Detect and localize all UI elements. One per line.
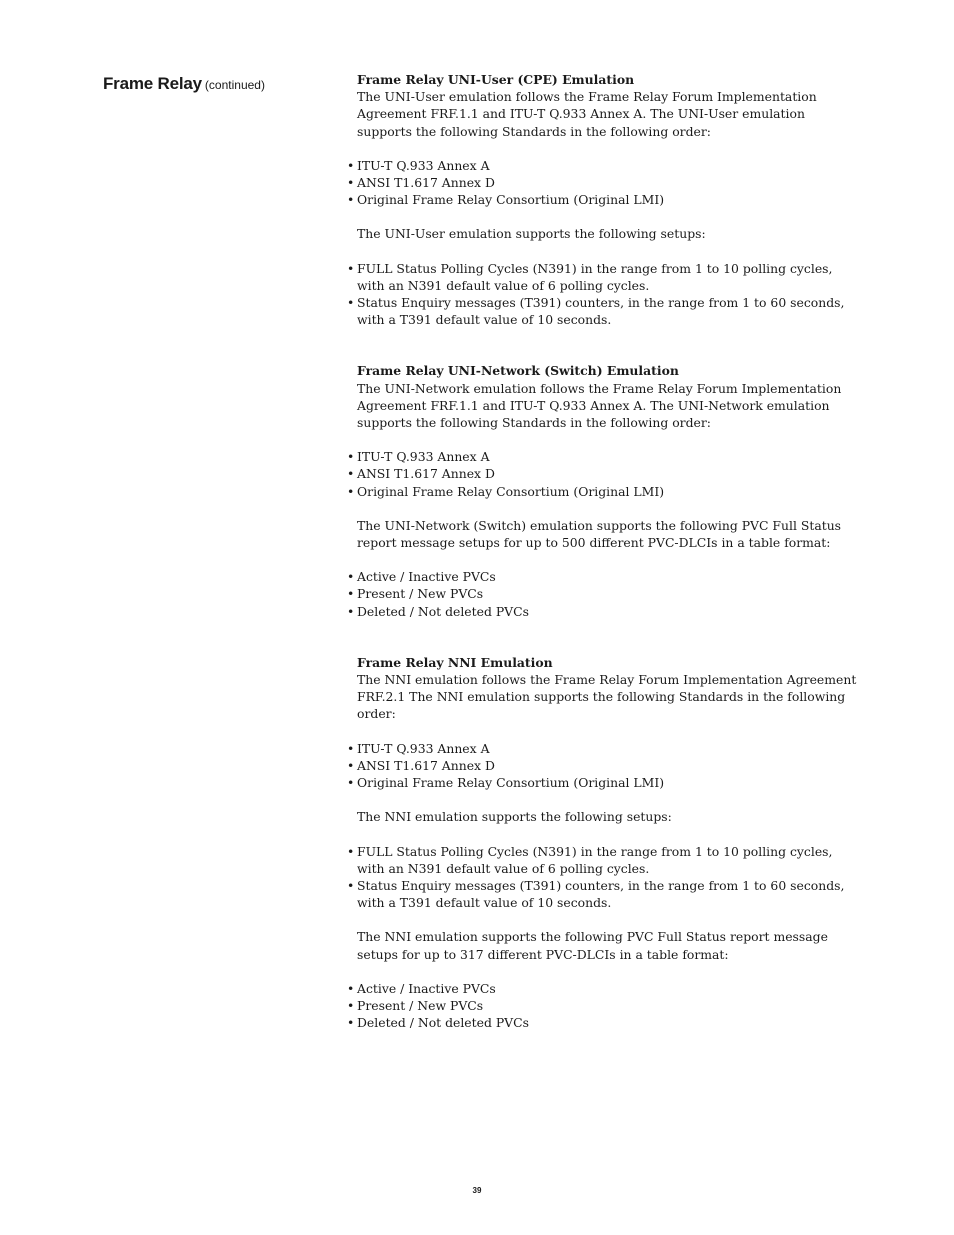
- setups-list: [347, 843, 857, 912]
- pvc-intro: The UNI-Network (Switch) emulation supports the following PVC Full Status report message setups for up to 500 different PVC-DLCIs in a table format:: [357, 517, 842, 551]
- setups-list: [347, 260, 857, 329]
- section-heading: Frame Relay: [103, 74, 202, 93]
- list-item: • Status Enquiry messages (T391) counters, in the range from 1 to 60 seconds, with a T391 default value of 10 seconds.: [347, 295, 845, 328]
- list-item: • Original Frame Relay Consortium (Original LMI): [347, 775, 665, 791]
- setups-intro: The UNI-User emulation supports the following setups:: [357, 226, 706, 242]
- bullet-icon: •: [347, 877, 355, 893]
- bullet-icon: •: [347, 757, 355, 773]
- list-item: • ITU-T Q.933 Annex A: [347, 740, 490, 756]
- list-item: • ITU-T Q.933 Annex A: [347, 157, 490, 173]
- bullet-icon: •: [347, 1015, 355, 1031]
- section-uni-network: [347, 362, 857, 619]
- section-nni: [347, 654, 857, 1031]
- list-item: • ITU-T Q.933 Annex A: [347, 449, 490, 465]
- standards-list: [347, 448, 857, 500]
- bullet-icon: •: [347, 843, 355, 859]
- list-item: • ANSI T1.617 Annex D: [347, 175, 495, 191]
- bullet-icon: •: [347, 175, 355, 191]
- list-item: • Active / Inactive PVCs: [347, 569, 496, 585]
- pvc-list: [347, 568, 857, 620]
- section-intro: The UNI-User emulation follows the Frame Relay Forum Implementation Agreement FRF.1.1 and ITU-T Q.933 Annex A. The UNI-User emulation supports the following Standards in the following order:: [357, 89, 817, 139]
- list-item: • FULL Status Polling Cycles (N391) in the range from 1 to 10 polling cycles, with an N391 default value of 6 polling cycles.: [347, 260, 833, 293]
- section-intro: The UNI-Network emulation follows the Frame Relay Forum Implementation Agreement FRF.1.1 and ITU-T Q.933 Annex A. The UNI-Network emulation supports the following Standards in the following order:: [357, 380, 842, 431]
- main-content: [347, 71, 857, 1031]
- standards-list: [347, 157, 857, 209]
- section-uni-user: [347, 71, 857, 328]
- section-intro: The NNI emulation follows the Frame Relay Forum Implementation Agreement FRF.2.1 The NNI emulation supports the following Standards in the following order:: [357, 672, 857, 722]
- pvc-list: [347, 980, 857, 1032]
- bullet-icon: •: [347, 295, 355, 311]
- list-item: • Status Enquiry messages (T391) counters, in the range from 1 to 60 seconds, with a T391 default value of 10 seconds.: [347, 877, 845, 911]
- bullet-icon: •: [347, 449, 355, 465]
- list-item: • Original Frame Relay Consortium (Original LMI): [347, 483, 665, 499]
- bullet-icon: •: [347, 775, 355, 791]
- bullet-icon: •: [347, 466, 355, 482]
- list-item: • ANSI T1.617 Annex D: [347, 757, 495, 773]
- pvc-intro: The NNI emulation supports the following PVC Full Status report message setups for up to 317 different PVC-DLCIs in a table format:: [357, 929, 828, 962]
- list-item: • Active / Inactive PVCs: [347, 980, 496, 996]
- standards-list: [347, 740, 857, 792]
- setups-intro: The NNI emulation supports the following setups:: [357, 809, 672, 825]
- section-title: Frame Relay NNI Emulation: [357, 654, 553, 670]
- bullet-icon: •: [347, 192, 355, 208]
- bullet-icon: •: [347, 740, 355, 756]
- list-item: • ANSI T1.617 Annex D: [347, 466, 495, 482]
- list-item: • Deleted / Not deleted PVCs: [347, 1015, 529, 1031]
- bullet-icon: •: [347, 483, 355, 499]
- bullet-icon: •: [347, 603, 355, 619]
- bullet-icon: •: [347, 157, 355, 173]
- side-heading: [103, 74, 265, 94]
- bullet-icon: •: [347, 997, 355, 1013]
- continued-label: (continued): [204, 78, 265, 92]
- list-item: • Present / New PVCs: [347, 586, 484, 602]
- list-item: • Original Frame Relay Consortium (Original LMI): [347, 192, 665, 208]
- bullet-icon: •: [347, 980, 355, 996]
- list-item: • FULL Status Polling Cycles (N391) in the range from 1 to 10 polling cycles, with an N391 default value of 6 polling cycles.: [347, 843, 833, 876]
- section-title: Frame Relay UNI-User (CPE) Emulation: [357, 72, 635, 87]
- page-number: 39: [472, 1186, 482, 1195]
- bullet-icon: •: [347, 586, 355, 602]
- bullet-icon: •: [347, 569, 355, 585]
- bullet-icon: •: [347, 260, 355, 276]
- section-title: Frame Relay UNI-Network (Switch) Emulation: [357, 363, 679, 379]
- list-item: • Present / New PVCs: [347, 997, 484, 1013]
- list-item: • Deleted / Not deleted PVCs: [347, 603, 529, 619]
